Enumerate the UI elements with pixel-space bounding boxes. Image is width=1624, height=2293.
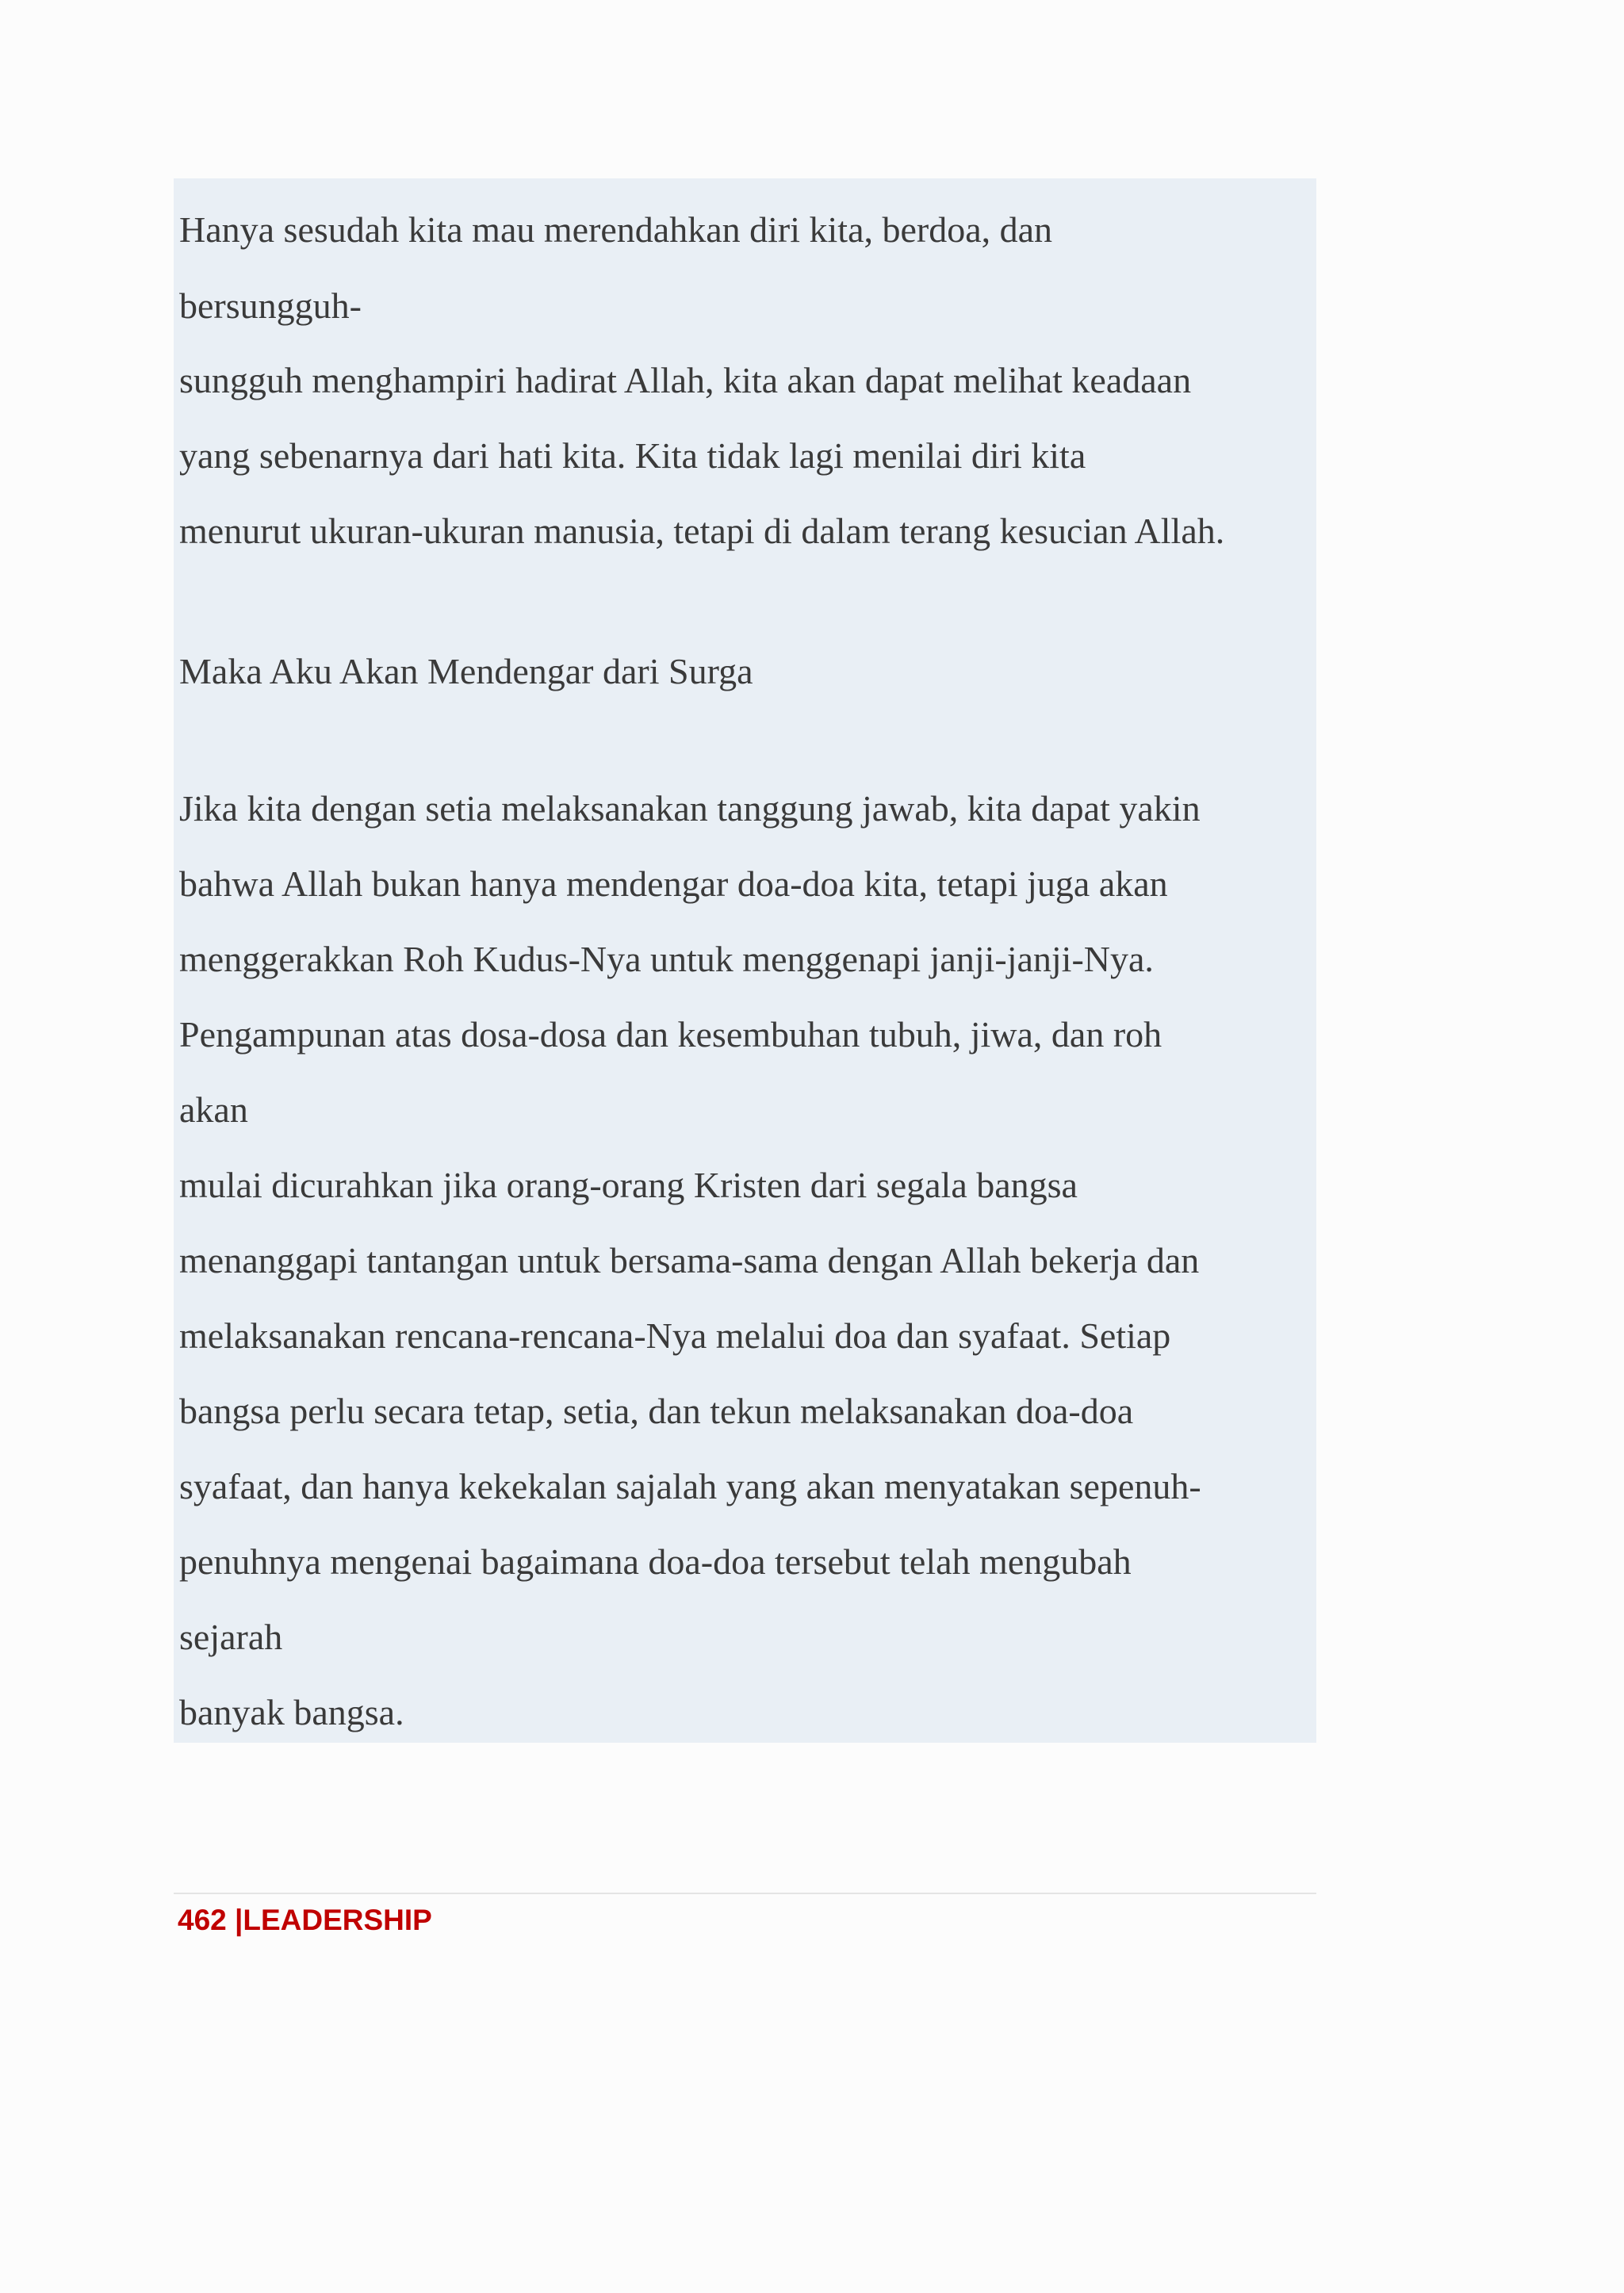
body-line: banyak bangsa.	[179, 1692, 404, 1732]
highlighted-text-block	[174, 178, 1316, 1743]
body-line: akan	[179, 1089, 248, 1130]
page-footer-label: 462 |LEADERSHIP	[178, 1904, 432, 1936]
body-line: Jika kita dengan setia melaksanakan tanggung jawab, kita dapat yakin	[179, 788, 1201, 829]
body-line: sejarah	[179, 1617, 283, 1657]
body-line: bahwa Allah bukan hanya mendengar doa-doa kita, tetapi juga akan	[179, 863, 1168, 904]
body-line: Pengampunan atas dosa-dosa dan kesembuhan tubuh, jiwa, dan roh	[179, 1014, 1162, 1055]
body-line: penuhnya mengenai bagaimana doa-doa tersebut telah mengubah	[179, 1541, 1132, 1582]
footer-divider	[174, 1893, 1316, 1894]
body-line: mulai dicurahkan jika orang-orang Kristen dari segala bangsa	[179, 1165, 1078, 1205]
section-heading: Maka Aku Akan Mendengar dari Surga	[179, 651, 753, 691]
body-line: yang sebenarnya dari hati kita. Kita tidak lagi menilai diri kita	[179, 435, 1086, 476]
body-line: melaksanakan rencana-rencana-Nya melalui doa dan syafaat. Setiap	[179, 1315, 1171, 1356]
body-line: menggerakkan Roh Kudus-Nya untuk menggenapi janji-janji-Nya.	[179, 939, 1154, 979]
body-line: bersungguh-	[179, 285, 362, 326]
body-line: menanggapi tantangan untuk bersama-sama dengan Allah bekerja dan	[179, 1240, 1200, 1280]
body-line: syafaat, dan hanya kekekalan sajalah yang akan menyatakan sepenuh-	[179, 1466, 1201, 1506]
body-line: Hanya sesudah kita mau merendahkan diri kita, berdoa, dan	[179, 209, 1053, 250]
body-line: sungguh menghampiri hadirat Allah, kita akan dapat melihat keadaan	[179, 360, 1192, 400]
body-line: bangsa perlu secara tetap, setia, dan tekun melaksanakan doa-doa	[179, 1391, 1134, 1431]
body-line: menurut ukuran-ukuran manusia, tetapi di dalam terang kesucian Allah.	[179, 511, 1225, 551]
